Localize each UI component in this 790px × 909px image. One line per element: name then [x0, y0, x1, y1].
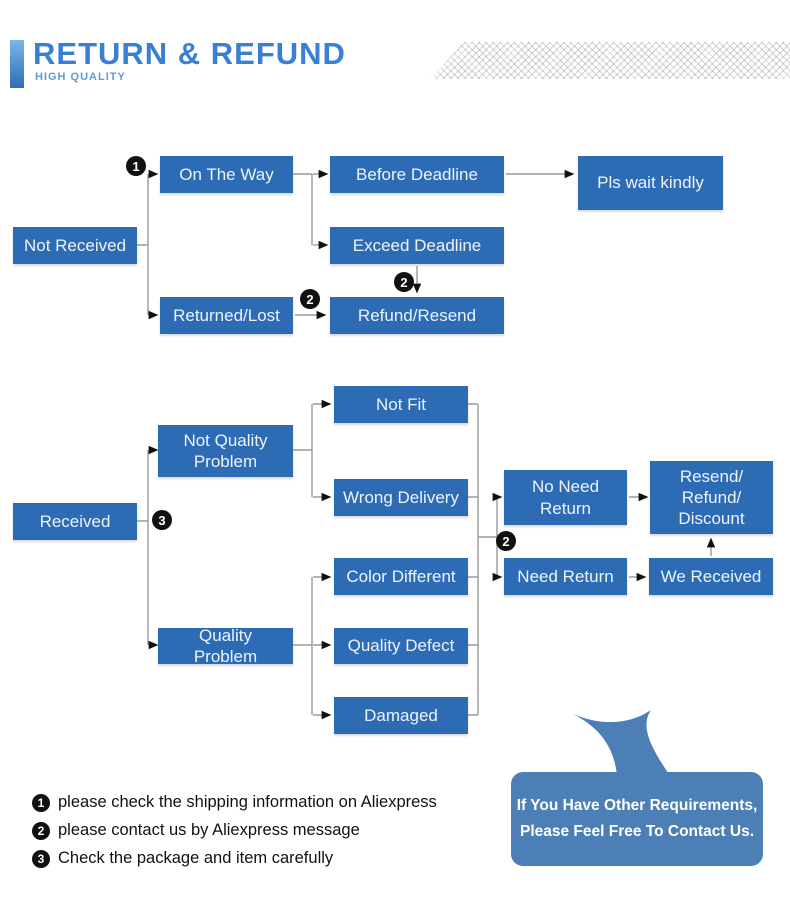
- flow-node-not-fit: Not Fit: [334, 386, 468, 423]
- flow-node-received: Received: [13, 503, 137, 540]
- flow-node-returned-lost: Returned/Lost: [160, 297, 293, 334]
- page-title: RETURN & REFUND: [33, 36, 346, 71]
- flow-node-we-received: We Received: [649, 558, 773, 595]
- page-subtitle: HIGH QUALITY: [35, 71, 126, 83]
- note-2-badge: 2: [32, 822, 50, 840]
- badge-2-returned-lost: 2: [300, 289, 320, 309]
- flow-node-pls-wait-kindly: Pls wait kindly: [578, 156, 723, 210]
- note-3: [32, 849, 437, 868]
- flow-node-damaged: Damaged: [334, 697, 468, 734]
- flow-node-not-quality-problem: Not Quality Problem: [158, 425, 293, 477]
- note-3-badge: 3: [32, 850, 50, 868]
- note-3-text: Check the package and item carefully: [58, 849, 334, 867]
- note-1-text: please check the shipping information on Aliexpress: [58, 793, 437, 811]
- badge-3-received: 3: [152, 510, 172, 530]
- flow-node-need-return: Need Return: [504, 558, 627, 595]
- flow-node-before-deadline: Before Deadline: [330, 156, 504, 193]
- flow-node-quality-defect: Quality Defect: [334, 628, 468, 664]
- bubble-line-2: Please Feel Free To Contact Us.: [519, 823, 754, 840]
- flow-node-not-received: Not Received: [13, 227, 137, 264]
- flow-node-no-need-return: No Need Return: [504, 470, 627, 525]
- flow-node-exceed-deadline: Exceed Deadline: [330, 227, 504, 264]
- contact-speech-bubble: [511, 772, 763, 866]
- note-2-text: please contact us by Aliexpress message: [58, 821, 360, 839]
- note-1-badge: 1: [32, 794, 50, 812]
- flow-node-color-different: Color Different: [334, 558, 468, 595]
- flow-node-on-the-way: On The Way: [160, 156, 293, 193]
- flow-node-resend-refund-discount: Resend/ Refund/ Discount: [650, 461, 773, 534]
- badge-1-on-the-way: 1: [126, 156, 146, 176]
- note-1: [32, 793, 437, 812]
- flow-node-quality-problem: Quality Problem: [158, 628, 293, 664]
- bubble-line-1: If You Have Other Requirements,: [516, 797, 758, 815]
- flow-node-refund-resend: Refund/Resend: [330, 297, 504, 334]
- footnotes: [32, 793, 437, 877]
- badge-2-exceed-deadline: 2: [394, 272, 414, 292]
- badge-2-return-branch: 2: [496, 531, 516, 551]
- note-2: [32, 821, 437, 840]
- flow-node-wrong-delivery: Wrong Delivery: [334, 479, 468, 516]
